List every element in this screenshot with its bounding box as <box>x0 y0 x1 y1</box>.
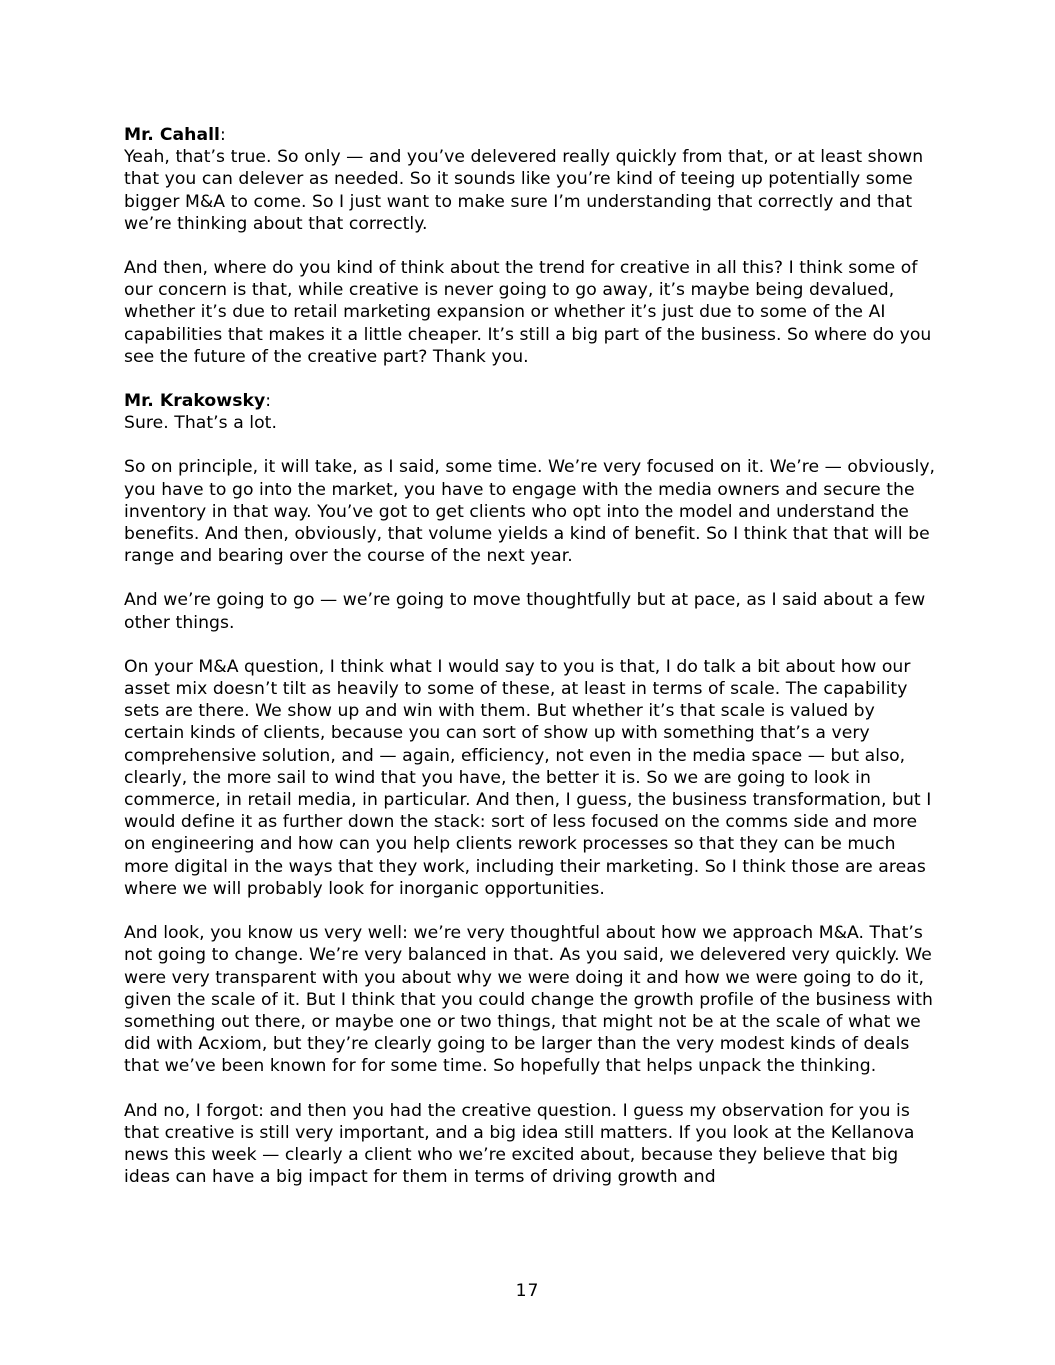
speaker-name: Mr. Krakowsky <box>124 391 266 412</box>
paragraph: On your M&A question, I think what I would say to you is that, I do talk a bit about how our asset mix doesn’t tilt as heavily to some of these, at least in terms of scale. The capability sets are there. We show up and win with them. But whether it’s that scale is valued by certain kinds of clients, because you can sort of show up with something that’s a very comprehensive solution, and — again, efficiency, not even in the media space — but also, clearly, the more sail to wind that you have, the better it is. So we are going to look in commerce, in retail media, in particular. And then, I guess, the business transformation, but I would define it as further down the stack: sort of less focused on the comms side and more on engineering and how can you help clients rework processes so that they can be much more digital in the ways that they work, including their marketing. So I think those are areas where we will probably look for inorganic opportunities. <box>124 656 932 899</box>
paragraph: Sure. That’s a lot. <box>124 413 277 434</box>
speaker-name: Mr. Cahall <box>124 125 220 145</box>
speaker-colon: : <box>265 391 272 412</box>
paragraph: Yeah, that’s true. So only — and you’ve delevered really quickly from that, or at least shown that you can delever as needed. So it sounds like you’re kind of teeing up potentially some bigger M&A to come. So I just want to make sure I’m understanding that correctly and that we’re thinking about that correctly. <box>124 147 924 234</box>
paragraph: And look, you know us very well: we’re very thoughtful about how we approach M&A. That’s not going to change. We’re very balanced in that. As you said, we delevered very quickly. We were very transparent with you about why we were doing it and how we were going to do it, given the scale of it. But I think that you could change the growth profile of the business with something out there, or maybe one or two things, that might not be at the scale of what we did with Acxiom, but they’re clearly going to be larger than the very modest kinds of deals that we’ve been known for for some time. So hopefully that helps unpack the thinking. <box>124 923 933 1077</box>
paragraph: And no, I forgot: and then you had the creative question. I guess my observation for you is that creative is still very important, and a big idea still matters. If you look at the Kellanova news this week — clearly a client who we’re excited about, because they believe that big ideas can have a big impact for them in terms of driving growth and <box>124 1100 915 1188</box>
speaker-label-cahall <box>124 124 939 146</box>
transcript-body <box>124 124 939 1210</box>
speaker-label-krakowsky <box>124 390 939 412</box>
page-number: 17 <box>515 1281 540 1301</box>
paragraph: And we’re going to go — we’re going to move thoughtfully but at pace, as I said about a few other things. <box>124 590 926 633</box>
paragraph: So on principle, it will take, as I said, some time. We’re very focused on it. We’re — obviously, you have to go into the market, you have to engage with the media owners and secure the inventory in that way. You’ve got to get clients who opt into the model and understand the benefits. And then, obviously, that volume yields a kind of benefit. So I think that that will be range and bearing over the course of the next year. <box>124 457 936 567</box>
paragraph: And then, where do you kind of think about the trend for creative in all this? I think some of our concern is that, while creative is never going to go away, it’s maybe being devalued, whether it’s due to retail marketing expansion or whether it’s just due to some of the AI capabilities that makes it a little cheaper. It’s still a big part of the business. So where do you see the future of the creative part? Thank you. <box>124 258 932 367</box>
speaker-colon: : <box>219 125 226 145</box>
